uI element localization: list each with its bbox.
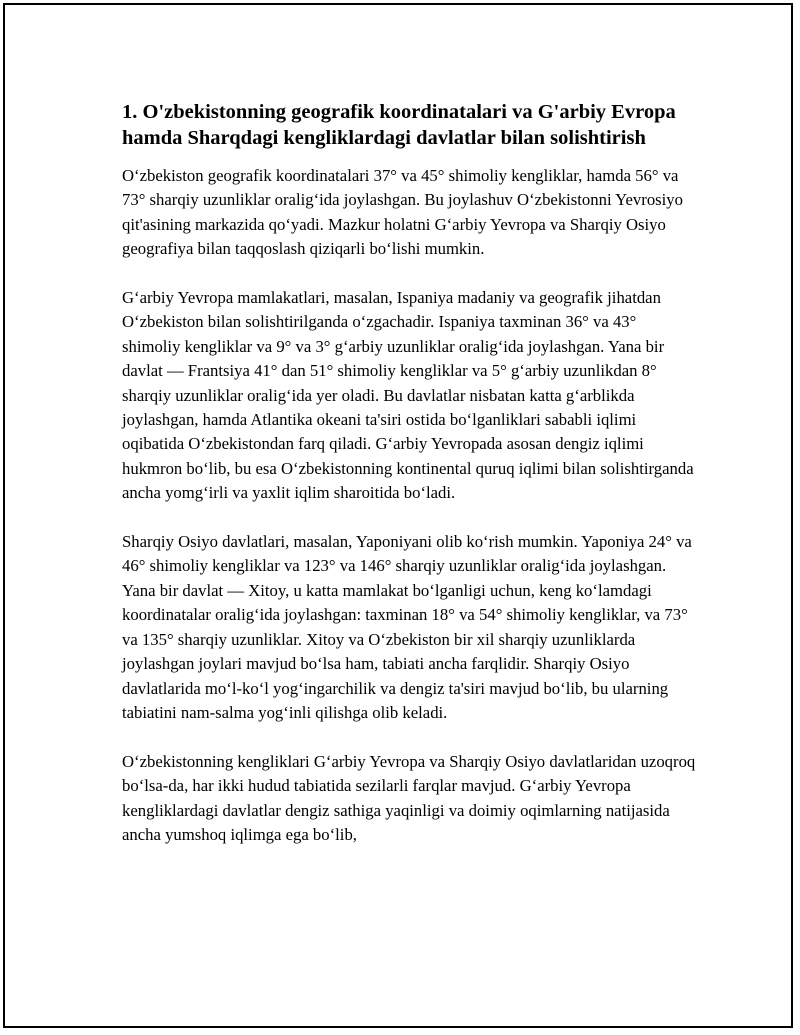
paragraph-2: G‘arbiy Yevropa mamlakatlari, masalan, Ispaniya madaniy va geografik jihatdan O‘zbekiston bilan solishtirilganda o‘zgachadir. Ispaniya taxminan 36° va 43° shimoliy kengliklar va 9° va 3° g‘arbiy uzunliklar oralig‘ida joylashgan. Yana bir davlat — Frantsiya 41° dan 51° shimoliy kengliklar va 5° g‘arbiy uzunlikdan 8° sharqiy uzunliklar oralig‘ida yer oladi. Bu davlatlar nisbatan katta g‘arblikda joylashgan, hamda Atlantika okeani ta'siri ostida bo‘lganliklari sababli iqlimi oqibatida O‘zbekistondan farq qiladi. G‘arbiy Yevropada asosan dengiz iqlimi hukmron bo‘lib, bu esa O‘zbekistonning kontinental quruq iqlimi bilan solishtirganda ancha yomg‘irli va yaxlit iqlim sharoitida bo‘ladi. — [122, 288, 694, 503]
paragraph-1: O‘zbekiston geografik koordinatalari 37° va 45° shimoliy kengliklar, hamda 56° va 73° sharqiy uzunliklar oralig‘ida joylashgan. Bu joylashuv O‘zbekistonni Yevrosiyo qit'asining markazida qo‘yadi. Mazkur holatni G‘arbiy Yevropa va Sharqiy Osiyo geografiya bilan taqqoslash qiziqarli bo‘lishi mumkin. — [122, 166, 683, 259]
paragraph-3: Sharqiy Osiyo davlatlari, masalan, Yaponiyani olib ko‘rish mumkin. Yaponiya 24° va 46° shimoliy kengliklar va 123° va 146° sharqiy uzunliklar oralig‘ida joylashgan. Yana bir davlat — Xitoy, u katta mamlakat bo‘lganligi uchun, keng ko‘lamdagi koordinatalar oralig‘ida joylashgan: taxminan 18° va 54° shimoliy kengliklar, va 73° va 135° sharqiy uzunliklar. Xitoy va O‘zbekiston bir xil sharqiy uzunliklarda joylashgan joylari mavjud bo‘lsa ham, tabiati ancha farqlidir. Sharqiy Osiyo davlatlarida mo‘l-ko‘l yog‘ingarchilik va dengiz ta'siri mavjud bo‘lib, bu ularning tabiatini nam-salma yog‘inli qilishga olib keladi. — [122, 532, 692, 722]
document-title: 1. O'zbekistonning geografik koordinatalari va G'arbiy Evropa hamda Sharqdagi kengliklardagi davlatlar bilan solishtirish — [122, 101, 676, 149]
page — [3, 3, 793, 1028]
paragraph-4: O‘zbekistonning kengliklari G‘arbiy Yevropa va Sharqiy Osiyo davlatlaridan uzoqroq bo‘lsa-da, har ikki hudud tabiatida sezilarli farqlar mavjud. G‘arbiy Yevropa kengliklardagi davlatlar dengiz sathiga yaqinligi va doimiy oqimlarning natijasida ancha yumshoq iqlimga ega bo‘lib, — [122, 751, 696, 844]
document-body — [122, 99, 697, 847]
